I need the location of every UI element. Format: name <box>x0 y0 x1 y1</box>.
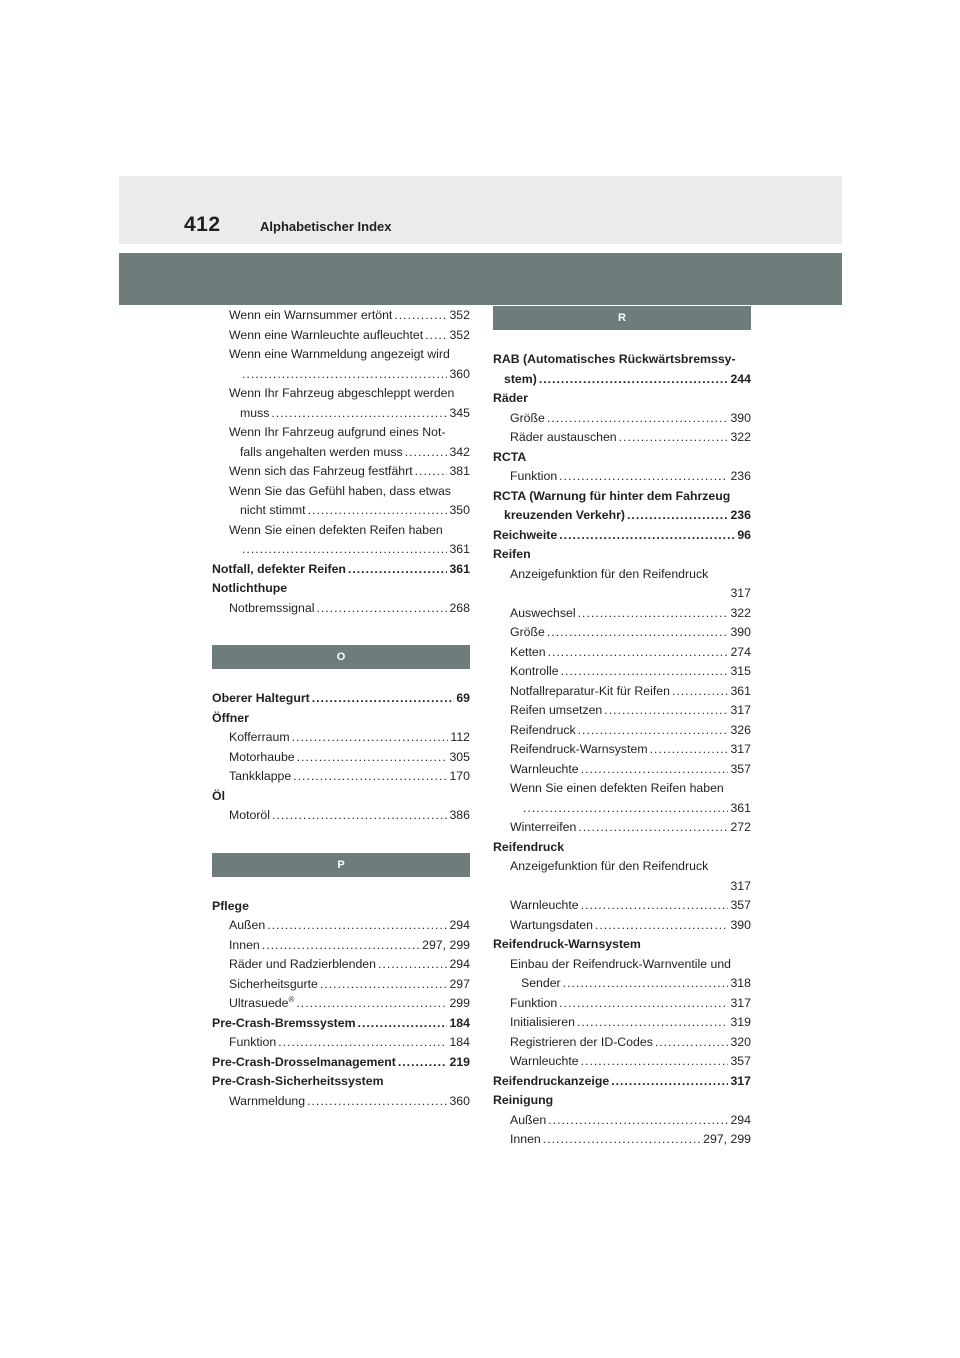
index-entry <box>212 462 470 482</box>
dot-leader <box>394 306 447 326</box>
index-entry <box>493 1013 751 1033</box>
index-entry-text: Warnmeldung <box>229 1093 306 1108</box>
index-entry <box>212 767 470 787</box>
page-reference: 236 <box>730 508 751 522</box>
page-reference: 236 <box>730 469 751 483</box>
index-entry <box>493 662 751 682</box>
dot-leader <box>539 370 729 390</box>
dot-leader <box>307 1092 447 1112</box>
dot-leader <box>627 506 728 526</box>
index-entry-text: RAB (Automatisches Rückwärtsbremssy- <box>493 352 736 366</box>
index-entry <box>212 1053 470 1073</box>
dot-leader <box>523 799 728 819</box>
index-entry-text: Räder <box>493 391 528 405</box>
page-reference: 297, 299 <box>422 937 470 952</box>
index-entry-text: Sender <box>521 976 561 990</box>
index-entry <box>212 709 470 729</box>
page-title: Alphabetischer Index <box>260 219 392 234</box>
page-reference: 357 <box>730 761 751 776</box>
index-group-o <box>212 689 470 826</box>
page-reference: 244 <box>730 371 751 386</box>
page-number: 412 <box>184 213 221 236</box>
index-entry <box>493 565 751 604</box>
page-reference: 352 <box>449 308 470 322</box>
index-entry-text: Funktion <box>510 995 558 1010</box>
section-header-p: P <box>212 853 470 877</box>
index-entry-text: RCTA <box>493 449 527 464</box>
index-entry-text: Pflege <box>212 898 249 913</box>
page-reference: 184 <box>449 1035 470 1049</box>
dot-leader <box>655 1033 729 1053</box>
index-entry <box>212 326 470 346</box>
dot-leader <box>320 975 448 995</box>
index-entry <box>493 350 751 389</box>
index-entry-text: Anzeigefunktion für den Reifendruck <box>510 859 709 873</box>
index-entry-text: Warnleuchte <box>510 898 579 912</box>
index-entry-text: Pre-Crash-Bremssystem <box>212 1015 356 1030</box>
page-reference: 361 <box>449 542 470 556</box>
page-reference: 268 <box>449 600 470 615</box>
dot-leader <box>262 936 420 956</box>
index-entry-text: Räder austauschen <box>510 430 617 444</box>
dot-leader <box>581 896 729 916</box>
index-entry <box>493 779 751 818</box>
index-entry <box>493 1072 751 1092</box>
page-reference: 350 <box>449 503 470 517</box>
index-entry-text: Anzeigefunktion für den Reifendruck <box>510 566 709 581</box>
index-entry <box>493 857 751 896</box>
page-reference: 297, 299 <box>703 1132 751 1146</box>
index-entry-text: Winterreifen <box>510 820 577 834</box>
dot-leader <box>559 994 728 1014</box>
dot-leader <box>297 748 448 768</box>
dot-leader <box>308 501 448 521</box>
index-entry-text: Reifendruck-Warnsystem <box>493 937 641 951</box>
index-entry-text: Notbremssignal <box>229 600 315 615</box>
index-entry-text: Motoröl <box>229 808 271 822</box>
page-reference: 361 <box>730 800 751 815</box>
index-entry <box>493 916 751 936</box>
index-entry-text: Reifendruckanzeige <box>493 1073 610 1088</box>
page-reference: 219 <box>449 1054 470 1069</box>
page-reference: 390 <box>730 410 751 425</box>
page-reference: 69 <box>456 691 470 705</box>
index-entry <box>212 936 470 956</box>
index-entry-text: Öl <box>212 788 225 803</box>
index-entry <box>493 623 751 643</box>
section-header-r: R <box>493 306 751 330</box>
index-entry-text: Wenn ein Warnsummer ertönt <box>229 308 393 322</box>
index-entry-text: Wenn Sie einen defekten Reifen haben <box>510 781 724 795</box>
page-reference: 322 <box>730 605 751 620</box>
index-entry-text: kreuzenden Verkehr) <box>504 508 625 522</box>
index-entry <box>212 748 470 768</box>
index-entry <box>212 423 470 462</box>
page-reference: 390 <box>730 917 751 932</box>
dot-leader <box>358 1014 448 1034</box>
index-entry-text: Reifen umsetzen <box>510 703 603 717</box>
index-entry <box>212 955 470 975</box>
page-reference: 357 <box>730 1054 751 1068</box>
page-reference: 361 <box>449 561 470 576</box>
page-reference: 320 <box>730 1034 751 1049</box>
index-entry <box>212 806 470 826</box>
index-entry <box>493 643 751 663</box>
page-reference: 96 <box>737 527 751 542</box>
index-entry-text: Wartungsdaten <box>510 917 593 932</box>
page-reference: 294 <box>449 918 470 932</box>
dot-leader <box>548 643 729 663</box>
index-entry-text: Reifen <box>493 547 531 561</box>
index-entry-text: Wenn eine Warnmeldung angezeigt wird <box>229 347 450 361</box>
page-reference: 345 <box>449 405 470 420</box>
dot-leader <box>316 599 447 619</box>
dot-leader <box>611 1072 728 1092</box>
page-reference: 317 <box>730 703 751 717</box>
page-reference: 294 <box>449 957 470 971</box>
index-entry-text: Wenn Ihr Fahrzeug abgeschleppt werden <box>229 386 455 400</box>
index-entry <box>493 428 751 448</box>
dot-leader <box>650 740 729 760</box>
dot-leader <box>272 806 447 826</box>
index-entry-text: Notfall, defekter Reifen <box>212 561 346 576</box>
dot-leader <box>348 560 448 580</box>
index-entry <box>493 604 751 624</box>
index-entry-text: Reinigung <box>493 1093 554 1107</box>
index-entry <box>493 740 751 760</box>
index-entry-text: muss <box>240 405 270 420</box>
index-entry-text: Kofferraum <box>229 730 290 744</box>
dot-leader <box>242 540 447 560</box>
index-entry <box>212 1014 470 1034</box>
page-reference: 390 <box>730 625 751 639</box>
dot-leader <box>578 721 729 741</box>
index-entry-text: Innen <box>229 937 260 952</box>
index-entry-text: Tankklappe <box>229 769 292 783</box>
index-entry <box>493 1130 751 1150</box>
page-reference: 170 <box>449 769 470 783</box>
index-entry <box>493 935 751 955</box>
index-entry <box>212 728 470 748</box>
index-entry <box>493 721 751 741</box>
index-entry-text: Funktion <box>510 469 558 483</box>
dot-leader <box>578 604 729 624</box>
dot-leader <box>398 1053 448 1073</box>
dot-leader <box>415 462 448 482</box>
page-reference: 274 <box>730 644 751 659</box>
index-entry-text: Größe <box>510 410 545 425</box>
index-entry-text: Öffner <box>212 710 249 725</box>
index-entry-text: Einbau der Reifendruck-Warnventile und <box>510 956 732 971</box>
index-entry-text: Registrieren der ID-Codes <box>510 1034 653 1049</box>
header-band <box>119 176 842 244</box>
index-entry <box>212 897 470 917</box>
index-entry <box>212 975 470 995</box>
index-entry <box>212 521 470 560</box>
index-entry-text: Warnleuchte <box>510 761 579 776</box>
index-group-n <box>212 306 470 618</box>
page-reference: 184 <box>449 1015 470 1030</box>
dot-leader <box>292 728 449 748</box>
page-reference: 317 <box>730 878 751 893</box>
page-reference: 317 <box>730 742 751 756</box>
index-entry <box>212 306 470 326</box>
page-reference: 272 <box>730 820 751 834</box>
index-entry <box>212 482 470 521</box>
index-entry <box>212 384 470 423</box>
index-entry <box>493 1052 751 1072</box>
index-entry-text: Sicherheitsgurte <box>229 976 318 991</box>
index-entry <box>493 818 751 838</box>
index-entry <box>212 787 470 807</box>
index-entry-text: Außen <box>510 1112 547 1127</box>
index-entry <box>493 701 751 721</box>
dot-leader <box>563 974 729 994</box>
dot-leader <box>581 760 729 780</box>
dot-leader <box>271 404 447 424</box>
index-entry <box>493 682 751 702</box>
dot-leader <box>278 1033 447 1053</box>
index-entry-text: Räder und Radzierblenden <box>229 957 376 971</box>
index-entry <box>493 467 751 487</box>
dot-leader <box>547 623 729 643</box>
page-reference: 326 <box>730 722 751 737</box>
index-entry-text: Reifendruck-Warnsystem <box>510 742 648 756</box>
dot-leader <box>577 1013 729 1033</box>
index-entry-text: Kontrolle <box>510 664 559 678</box>
index-entry-text: Reifendruck <box>510 722 576 737</box>
index-entry <box>212 345 470 384</box>
index-entry-text: Pre-Crash-Drosselmanagement <box>212 1054 396 1069</box>
index-entry <box>212 579 470 599</box>
page-reference: 317 <box>730 1073 751 1088</box>
page-reference: 318 <box>730 976 751 990</box>
index-entry-text: Wenn Ihr Fahrzeug aufgrund eines Not- <box>229 425 446 439</box>
header-dark-band <box>119 253 842 305</box>
index-entry <box>212 1092 470 1112</box>
page-reference: 112 <box>450 730 470 744</box>
index-entry <box>493 994 751 1014</box>
index-entry-text: Reichweite <box>493 527 558 542</box>
index-entry <box>493 1111 751 1131</box>
index-entry-text: Initialisieren <box>510 1015 575 1029</box>
index-entry-text: Wenn eine Warnleuchte aufleuchtet <box>229 327 424 342</box>
index-entry <box>493 760 751 780</box>
dot-leader <box>672 682 729 702</box>
dot-leader <box>425 326 447 346</box>
index-entry-text: Funktion <box>229 1035 277 1049</box>
index-entry-text: Notfallreparatur-Kit für Reifen <box>510 683 670 698</box>
index-column-left <box>212 306 470 1111</box>
index-entry-text: Innen <box>510 1132 541 1146</box>
index-entry <box>212 689 470 709</box>
page-reference: 297 <box>449 976 470 991</box>
index-entry-text: falls angehalten werden muss <box>240 444 403 459</box>
index-entry <box>212 1072 470 1092</box>
dot-leader <box>242 365 447 385</box>
dot-leader <box>581 1052 729 1072</box>
page-reference: 361 <box>730 683 751 698</box>
index-entry <box>493 896 751 916</box>
index-entry <box>493 1091 751 1111</box>
page-reference: 305 <box>449 749 470 764</box>
page-reference: 360 <box>449 366 470 381</box>
section-header-o: O <box>212 645 470 669</box>
dot-leader <box>548 1111 728 1131</box>
index-entry <box>493 409 751 429</box>
page-reference: 294 <box>730 1112 751 1127</box>
page-reference: 317 <box>730 586 751 600</box>
index-entry-text: Notlichthupe <box>212 581 288 595</box>
index-entry <box>493 1033 751 1053</box>
dot-leader <box>559 467 728 487</box>
index-entry <box>212 560 470 580</box>
index-entry-text: Wenn Sie das Gefühl haben, dass etwas <box>229 483 451 498</box>
page-reference: 322 <box>730 430 751 444</box>
dot-leader <box>595 916 729 936</box>
index-entry <box>493 955 751 994</box>
index-entry-text: Warnleuchte <box>510 1054 579 1068</box>
dot-leader <box>559 526 735 546</box>
page-reference: 317 <box>730 995 751 1010</box>
index-entry-text: nicht stimmt <box>240 503 306 517</box>
index-entry <box>212 599 470 619</box>
index-entry-text: Auswechsel <box>510 605 576 620</box>
page-reference: 319 <box>730 1015 751 1029</box>
index-entry-text: Außen <box>229 918 266 932</box>
index-entry-text: Ultrasuede® <box>229 994 295 1010</box>
index-entry-text: Wenn Sie einen defekten Reifen haben <box>229 522 443 537</box>
registered-mark: ® <box>288 994 295 1004</box>
index-entry-text: Pre-Crash-Sicherheitssystem <box>212 1074 384 1088</box>
page-reference: 386 <box>449 808 470 822</box>
page-reference: 299 <box>449 996 470 1010</box>
page-reference: 357 <box>730 898 751 912</box>
index-entry-text: RCTA (Warnung für hinter dem Fahrzeug <box>493 488 731 503</box>
dot-leader <box>561 662 729 682</box>
index-entry-text: Motorhaube <box>229 749 295 764</box>
index-entry <box>493 526 751 546</box>
dot-leader <box>312 689 455 709</box>
index-entry <box>212 916 470 936</box>
index-entry <box>493 448 751 468</box>
index-entry-text: stem) <box>504 371 537 386</box>
index-entry <box>493 487 751 526</box>
dot-leader <box>267 916 447 936</box>
page-reference: 360 <box>449 1093 470 1108</box>
index-entry-text: Reifendruck <box>493 839 565 854</box>
page-reference: 381 <box>449 464 470 478</box>
index-entry <box>493 389 751 409</box>
dot-leader <box>578 818 728 838</box>
page-reference: 315 <box>730 664 751 678</box>
index-entry-text: Wenn sich das Fahrzeug festfährt <box>229 464 413 478</box>
index-entry <box>212 1033 470 1053</box>
index-group-p <box>212 897 470 1112</box>
index-entry-text: Oberer Haltegurt <box>212 691 310 705</box>
index-entry-text: Größe <box>510 625 545 639</box>
page-reference: 342 <box>449 444 470 459</box>
index-entry <box>212 994 470 1014</box>
index-group-r <box>493 350 751 1150</box>
dot-leader <box>543 1130 701 1150</box>
index-entry-text: Ketten <box>510 644 546 659</box>
dot-leader <box>293 767 447 787</box>
dot-leader <box>547 409 729 429</box>
dot-leader <box>604 701 728 721</box>
index-entry <box>493 545 751 565</box>
dot-leader <box>405 443 448 463</box>
page-reference: 352 <box>449 327 470 342</box>
index-entry <box>493 838 751 858</box>
index-column-right <box>493 306 751 1150</box>
dot-leader <box>619 428 729 448</box>
dot-leader <box>296 994 447 1014</box>
dot-leader <box>378 955 447 975</box>
